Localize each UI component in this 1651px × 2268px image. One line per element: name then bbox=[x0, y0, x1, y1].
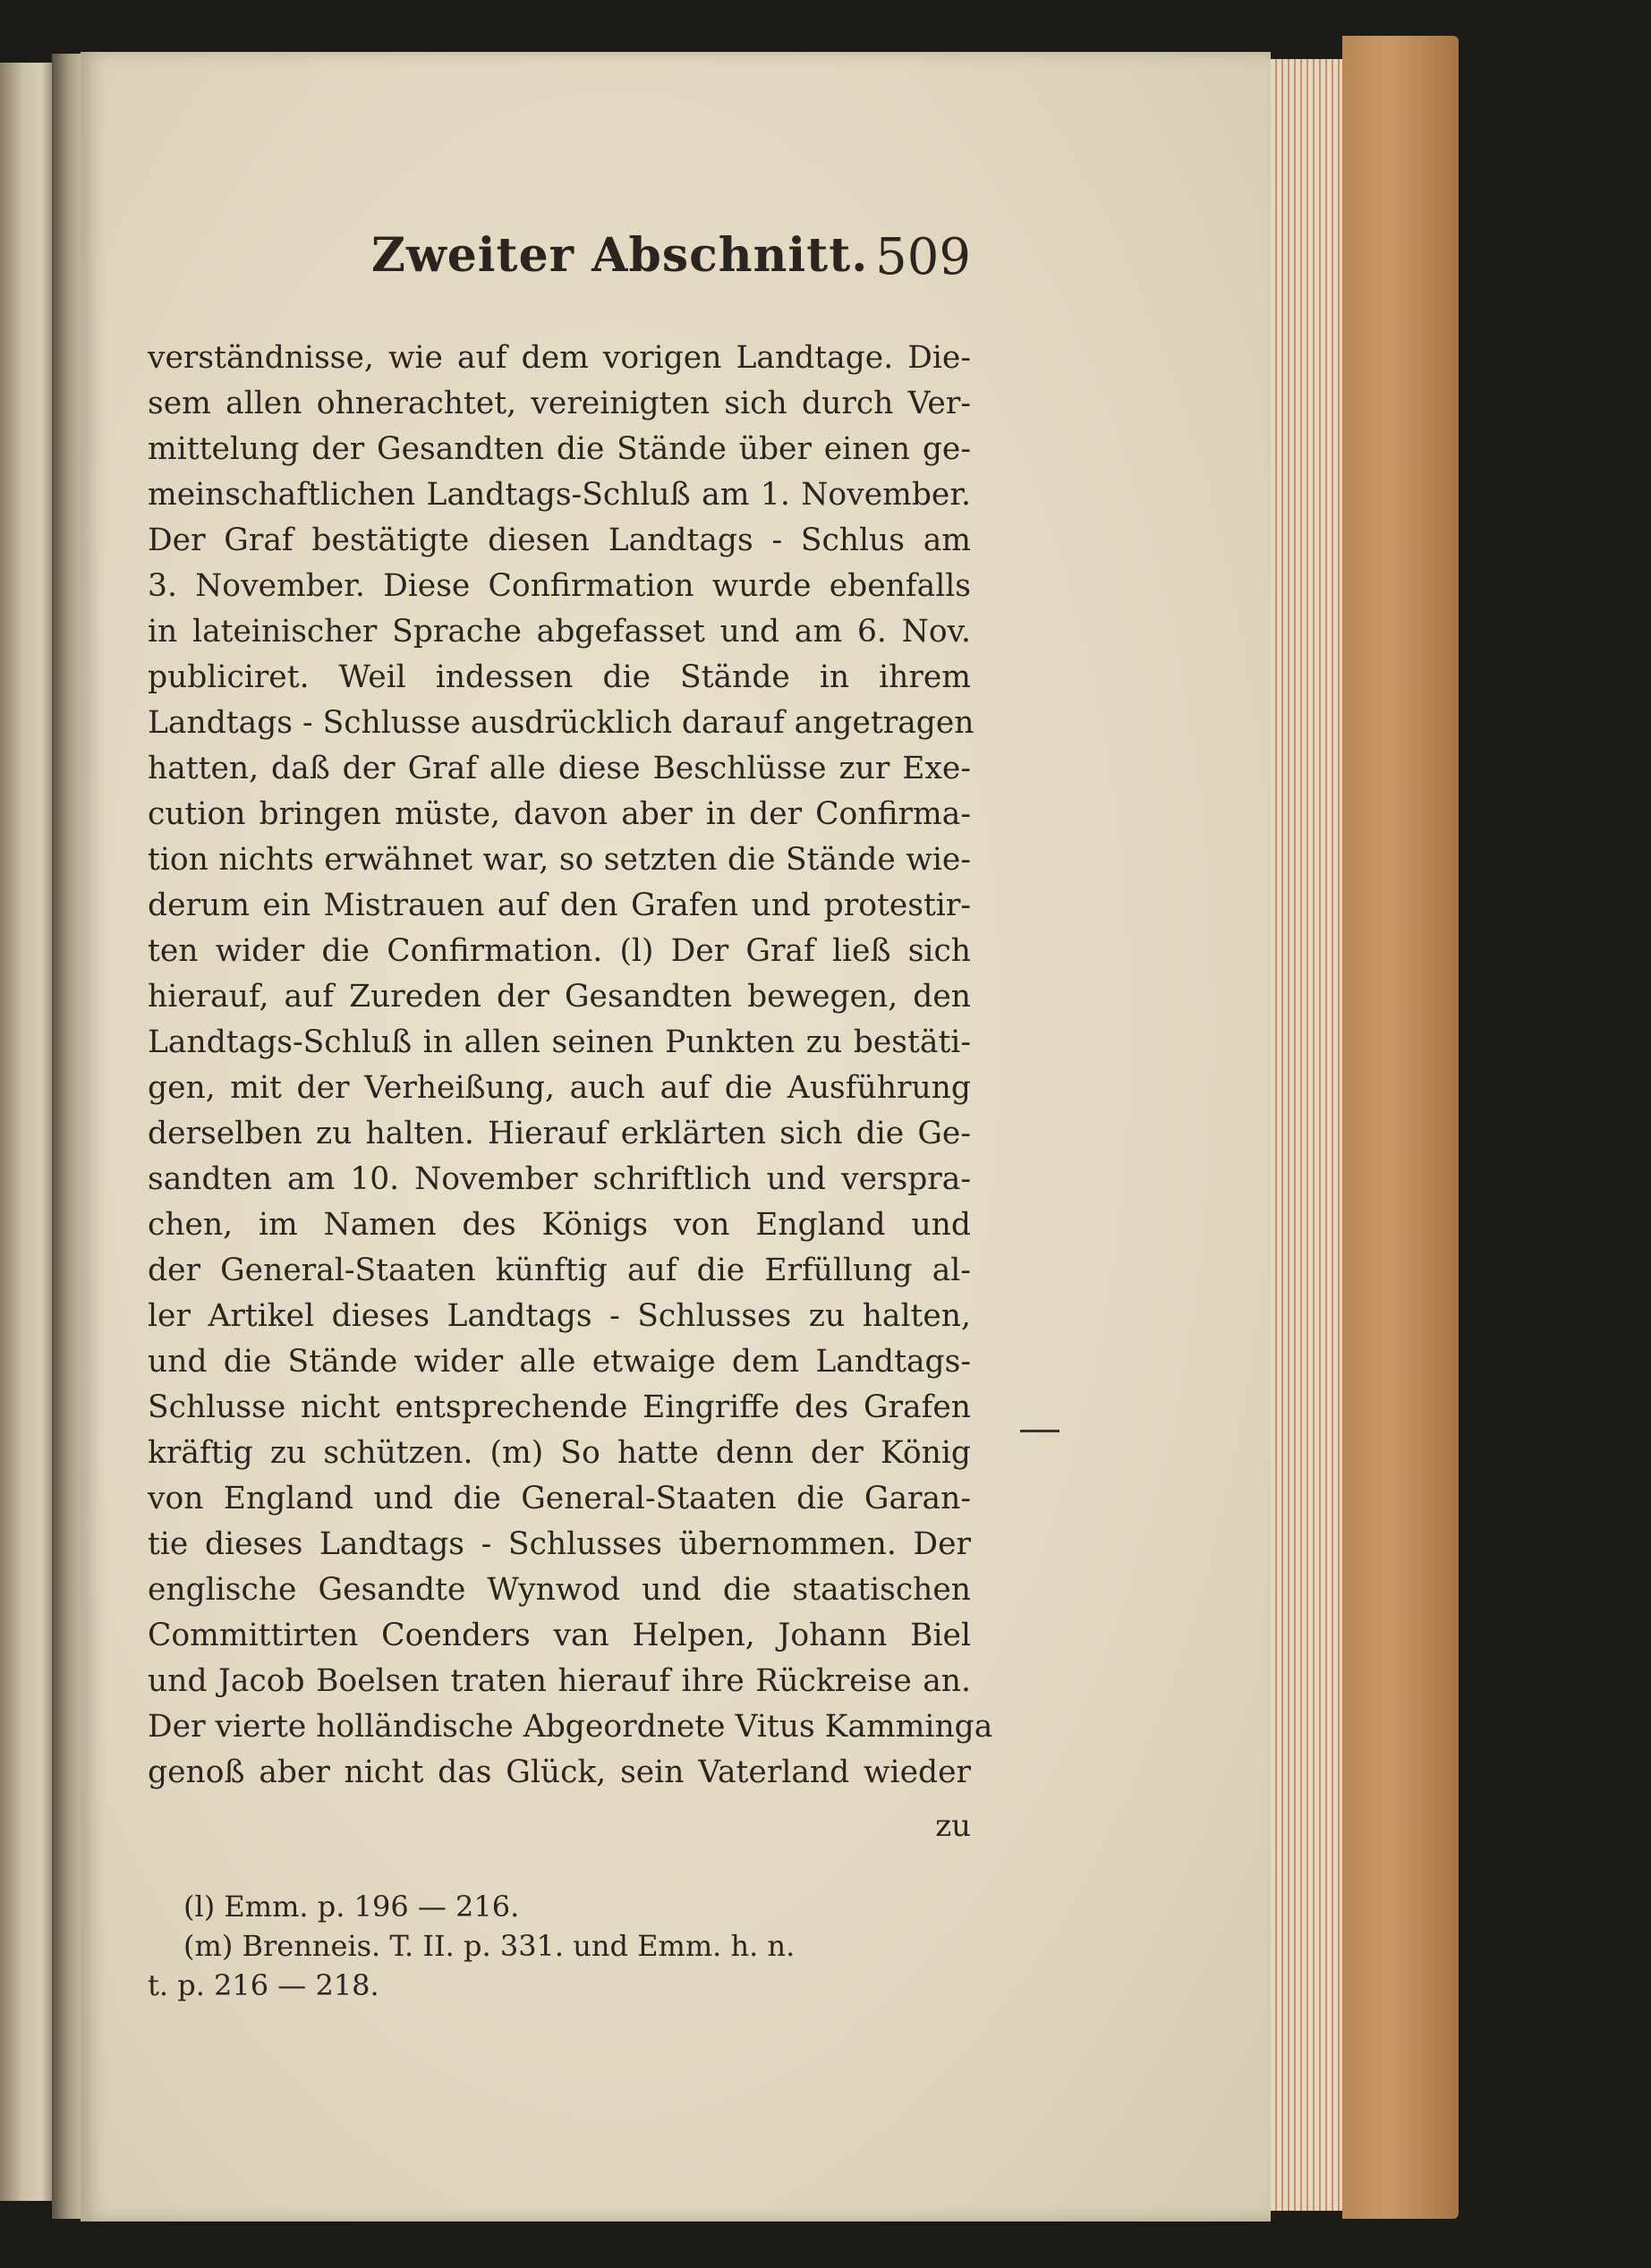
text-line: Landtags - Schlusse ausdrücklich darauf angetragen bbox=[148, 705, 974, 741]
text-line: der General-Staaten künftig auf die Erfüllung al- bbox=[148, 1253, 971, 1288]
text-line: meinschaftlichen Landtags-Schluß am 1. November. bbox=[148, 477, 971, 513]
text-line: cution bringen müste, davon aber in der Confirma- bbox=[148, 796, 971, 832]
text-line: ten wider die Confirmation. (l) Der Graf ließ sich bbox=[148, 933, 971, 969]
text-line: sem allen ohnerachtet, vereinigten sich durch Ver- bbox=[148, 386, 971, 421]
text-line: mittelung der Gesandten die Stände über einen ge- bbox=[148, 431, 971, 467]
facing-page-edge bbox=[0, 63, 55, 2201]
text-line: derum ein Mistrauen auf den Grafen und protestir- bbox=[148, 888, 971, 923]
section-title: Zweiter Abschnitt. bbox=[371, 228, 869, 283]
text-line: und Jacob Boelsen traten hierauf ihre Rückreise an. bbox=[148, 1663, 971, 1699]
text-line: tie dieses Landtags - Schlusses übernommen. Der bbox=[148, 1526, 971, 1562]
margin-dash-mark bbox=[1020, 1430, 1060, 1432]
text-line: und die Stände wider alle etwaige dem Landtags- bbox=[148, 1344, 971, 1380]
catchword: zu bbox=[935, 1808, 971, 1844]
text-line: englische Gesandte Wynwod und die staatischen bbox=[148, 1572, 971, 1608]
text-line: ler Artikel dieses Landtags - Schlusses zu halten, bbox=[148, 1298, 971, 1334]
page-number: 509 bbox=[875, 228, 971, 286]
page-edges bbox=[1271, 59, 1342, 2211]
text-line: sandten am 10. November schriftlich und verspra- bbox=[148, 1161, 971, 1197]
text-line: hierauf, auf Zureden der Gesandten bewegen, den bbox=[148, 979, 971, 1015]
text-line: Der Graf bestätigte diesen Landtags - Schlus am bbox=[148, 522, 971, 558]
text-line: chen, im Namen des Königs von England und bbox=[148, 1207, 971, 1243]
text-line: in lateinischer Sprache abgefasset und am 6. Nov. bbox=[148, 614, 971, 650]
text-line: Der vierte holländische Abgeordnete Vitus Kamminga bbox=[148, 1709, 993, 1745]
page-text bbox=[148, 228, 993, 2005]
text-line: Committirten Coenders van Helpen, Johann Biel bbox=[148, 1618, 971, 1653]
text-line: tion nichts erwähnet war, so setzten die Stände wie- bbox=[148, 842, 971, 878]
book-cover-edge bbox=[1342, 36, 1459, 2219]
footnotes bbox=[148, 1887, 971, 2005]
text-line: publiciret. Weil indessen die Stände in ihrem bbox=[148, 659, 971, 695]
footnote-l: (l) Emm. p. 196 — 216. bbox=[183, 1890, 520, 1924]
text-line: hatten, daß der Graf alle diese Beschlüsse zur Exe- bbox=[148, 751, 971, 786]
text-line: derselben zu halten. Hierauf erklärten sich die Ge- bbox=[148, 1116, 971, 1151]
text-line: Schlusse nicht entsprechende Eingriffe des Grafen bbox=[148, 1389, 971, 1425]
text-line: gen, mit der Verheißung, auch auf die Ausführung bbox=[148, 1070, 971, 1106]
text-line: 3. November. Diese Confirmation wurde ebenfalls bbox=[148, 568, 971, 604]
text-line: genoß aber nicht das Glück, sein Vaterland wieder bbox=[148, 1754, 971, 1790]
footnote-m: (m) Brenneis. T. II. p. 331. und Emm. h. n. bbox=[183, 1929, 796, 1963]
text-line: kräftig zu schützen. (m) So hatte denn der König bbox=[148, 1435, 971, 1471]
running-header bbox=[148, 228, 971, 336]
text-line: Landtags-Schluß in allen seinen Punkten zu bestäti- bbox=[148, 1024, 971, 1060]
text-line: verständnisse, wie auf dem vorigen Landtage. Die- bbox=[148, 340, 971, 376]
text-line: von England und die General-Staaten die Garan- bbox=[148, 1481, 971, 1516]
body-text bbox=[148, 336, 993, 1851]
footnote-m-continued: t. p. 216 — 218. bbox=[148, 1968, 379, 2002]
